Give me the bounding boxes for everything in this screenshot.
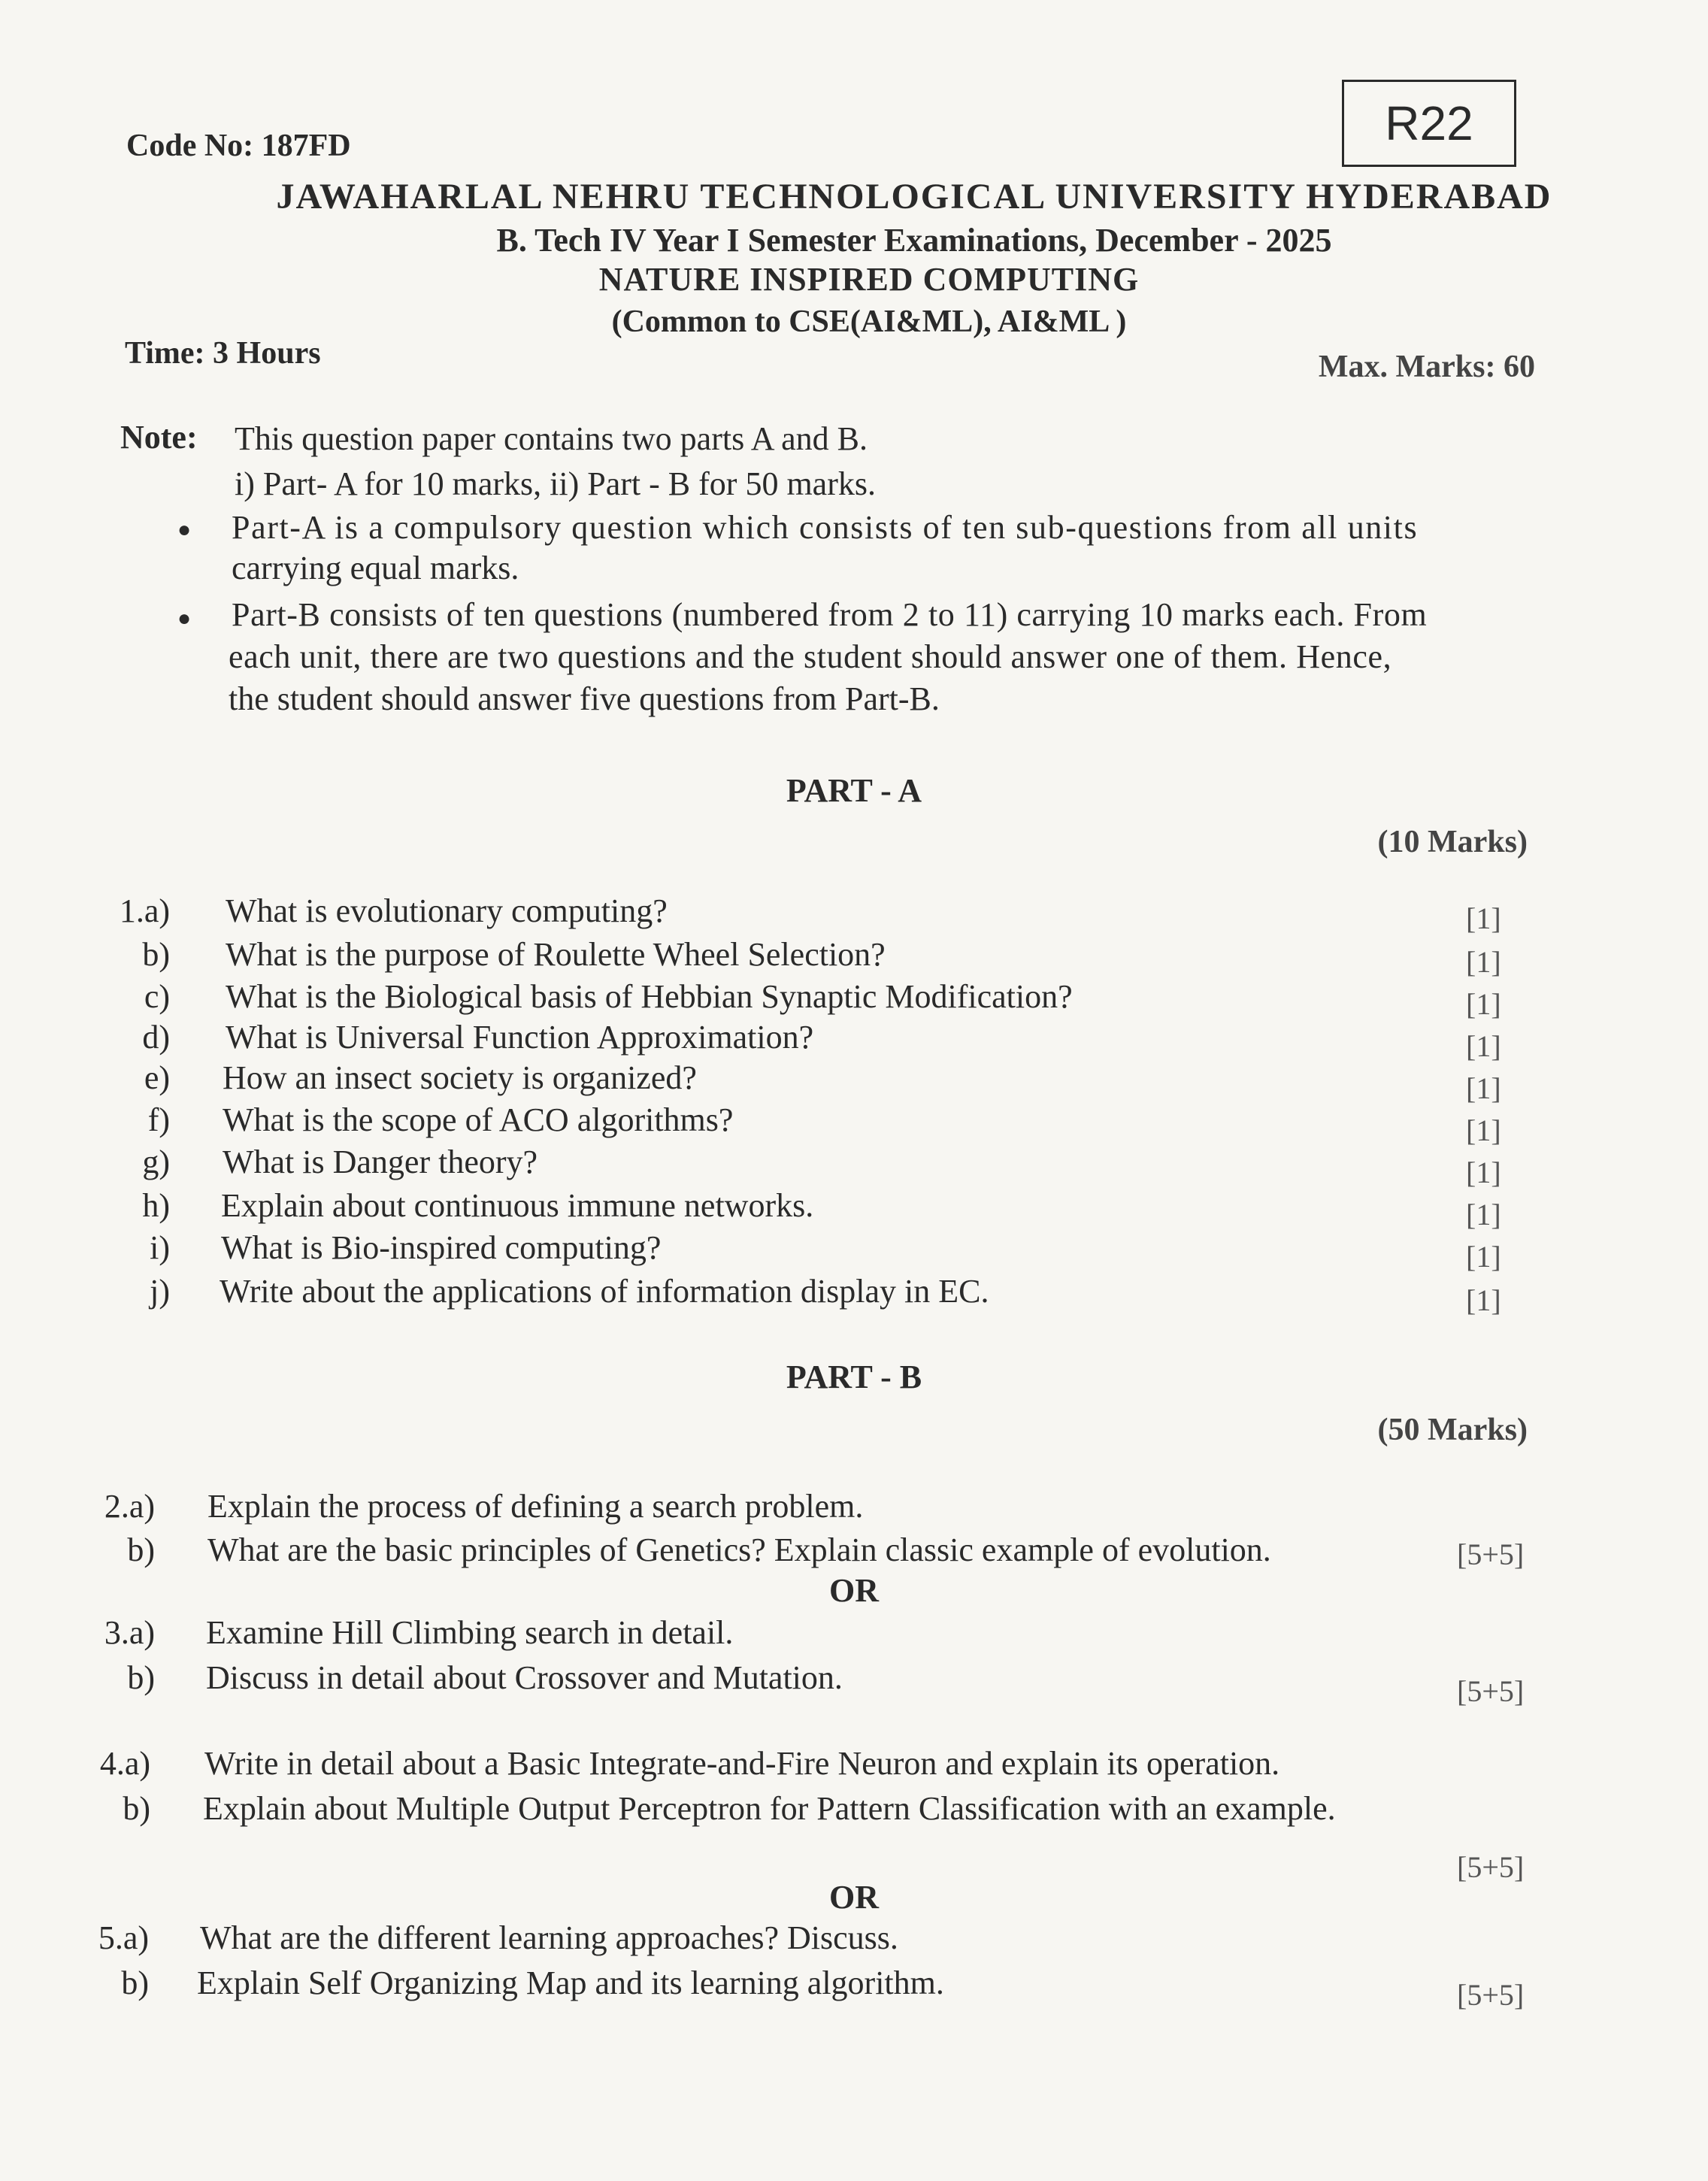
question-marks: [1] bbox=[1466, 901, 1501, 935]
question-number: b) bbox=[121, 1964, 149, 2001]
exam-title: B. Tech IV Year I Semester Examinations, December - 2025 bbox=[496, 222, 1332, 259]
question-text: What is the purpose of Roulette Wheel Selection? bbox=[226, 936, 886, 973]
question-number: e) bbox=[144, 1059, 170, 1096]
question-marks: [1] bbox=[1466, 1071, 1501, 1105]
note-line: This question paper contains two parts A and B. bbox=[235, 420, 868, 457]
or-separator: OR bbox=[829, 1879, 879, 1916]
part-b-heading: PART - B bbox=[786, 1359, 922, 1395]
question-marks: [5+5] bbox=[1457, 1674, 1525, 1708]
question-number: 1.a) bbox=[119, 892, 170, 929]
regulation-box: R22 bbox=[1342, 80, 1516, 167]
max-marks: Max. Marks: 60 bbox=[1318, 350, 1535, 384]
question-number: 2.a) bbox=[104, 1488, 155, 1525]
question-text: What is Bio-inspired computing? bbox=[221, 1229, 662, 1266]
note-line: i) Part- A for 10 marks, ii) Part - B for 50 marks. bbox=[235, 465, 876, 502]
common-to: (Common to CSE(AI&ML), AI&ML ) bbox=[611, 304, 1127, 339]
question-text: Explain the process of defining a search problem. bbox=[207, 1488, 864, 1525]
question-number: i) bbox=[150, 1229, 170, 1266]
question-text: How an insect society is organized? bbox=[223, 1059, 697, 1096]
note-bullet-text: each unit, there are two questions and the student should answer one of them. Hence, bbox=[229, 638, 1392, 675]
question-number: h) bbox=[142, 1187, 170, 1224]
part-b-marks: (50 Marks) bbox=[1377, 1413, 1528, 1447]
question-marks: [1] bbox=[1466, 945, 1501, 979]
question-number: c) bbox=[144, 978, 170, 1015]
question-number: d) bbox=[142, 1019, 170, 1056]
question-number: b) bbox=[123, 1790, 150, 1827]
question-marks: [5+5] bbox=[1457, 1978, 1525, 2012]
question-marks: [1] bbox=[1466, 1283, 1501, 1317]
question-text: What is the scope of ACO algorithms? bbox=[223, 1101, 734, 1138]
question-number: b) bbox=[127, 1531, 155, 1568]
question-marks: [1] bbox=[1466, 1113, 1501, 1147]
or-separator: OR bbox=[829, 1572, 879, 1609]
question-number: 5.a) bbox=[98, 1919, 149, 1956]
subject-title: NATURE INSPIRED COMPUTING bbox=[598, 261, 1140, 298]
university-name: JAWAHARLAL NEHRU TECHNOLOGICAL UNIVERSITY HYDERABAD bbox=[276, 177, 1552, 217]
question-number: 4.a) bbox=[99, 1745, 150, 1782]
question-marks: [5+5] bbox=[1457, 1537, 1525, 1571]
question-marks: [1] bbox=[1466, 1156, 1501, 1189]
note-bullet-text: the student should answer five questions from Part-B. bbox=[229, 680, 940, 717]
bullet-icon: ● bbox=[177, 517, 192, 542]
question-text: What are the basic principles of Genetics? Explain classic example of evolution. bbox=[207, 1531, 1271, 1568]
question-marks: [1] bbox=[1466, 987, 1501, 1021]
note-label: Note: bbox=[120, 419, 198, 456]
question-text: Explain Self Organizing Map and its learning algorithm. bbox=[197, 1964, 944, 2001]
question-marks: [5+5] bbox=[1457, 1850, 1525, 1884]
note-bullet-text: carrying equal marks. bbox=[232, 550, 519, 586]
bullet-icon: ● bbox=[177, 606, 192, 631]
question-number: g) bbox=[142, 1144, 170, 1180]
exam-time: Time: 3 Hours bbox=[125, 336, 321, 371]
question-marks: [1] bbox=[1466, 1240, 1501, 1274]
question-text: What is evolutionary computing? bbox=[226, 892, 668, 929]
question-text: Write about the applications of information display in EC. bbox=[220, 1273, 989, 1310]
question-text: Examine Hill Climbing search in detail. bbox=[206, 1614, 734, 1651]
question-marks: [1] bbox=[1466, 1198, 1501, 1231]
question-text: Explain about continuous immune networks. bbox=[221, 1187, 814, 1224]
question-text: What is the Biological basis of Hebbian Synaptic Modification? bbox=[226, 978, 1073, 1015]
note-bullet-text: Part-B consists of ten questions (numbered from 2 to 11) carrying 10 marks each. From bbox=[232, 596, 1428, 633]
question-text: Write in detail about a Basic Integrate-and-Fire Neuron and explain its operation. bbox=[204, 1745, 1280, 1782]
question-text: What are the different learning approaches? Discuss. bbox=[200, 1919, 898, 1956]
note-bullet-text: Part-A is a compulsory question which consists of ten sub-questions from all units bbox=[232, 509, 1419, 546]
question-text: Explain about Multiple Output Perceptron for Pattern Classification with an example. bbox=[203, 1790, 1336, 1827]
question-text: What is Universal Function Approximation? bbox=[226, 1019, 814, 1056]
question-number: b) bbox=[127, 1659, 155, 1696]
question-text: What is Danger theory? bbox=[223, 1144, 538, 1180]
question-number: f) bbox=[147, 1101, 170, 1138]
question-number: 3.a) bbox=[104, 1614, 155, 1651]
part-a-heading: PART - A bbox=[786, 772, 922, 809]
question-text: Discuss in detail about Crossover and Mutation. bbox=[206, 1659, 843, 1696]
part-a-marks: (10 Marks) bbox=[1377, 825, 1528, 859]
question-marks: [1] bbox=[1466, 1029, 1501, 1063]
question-number: b) bbox=[142, 936, 170, 973]
exam-code: Code No: 187FD bbox=[126, 129, 351, 163]
question-number: j) bbox=[150, 1273, 170, 1310]
